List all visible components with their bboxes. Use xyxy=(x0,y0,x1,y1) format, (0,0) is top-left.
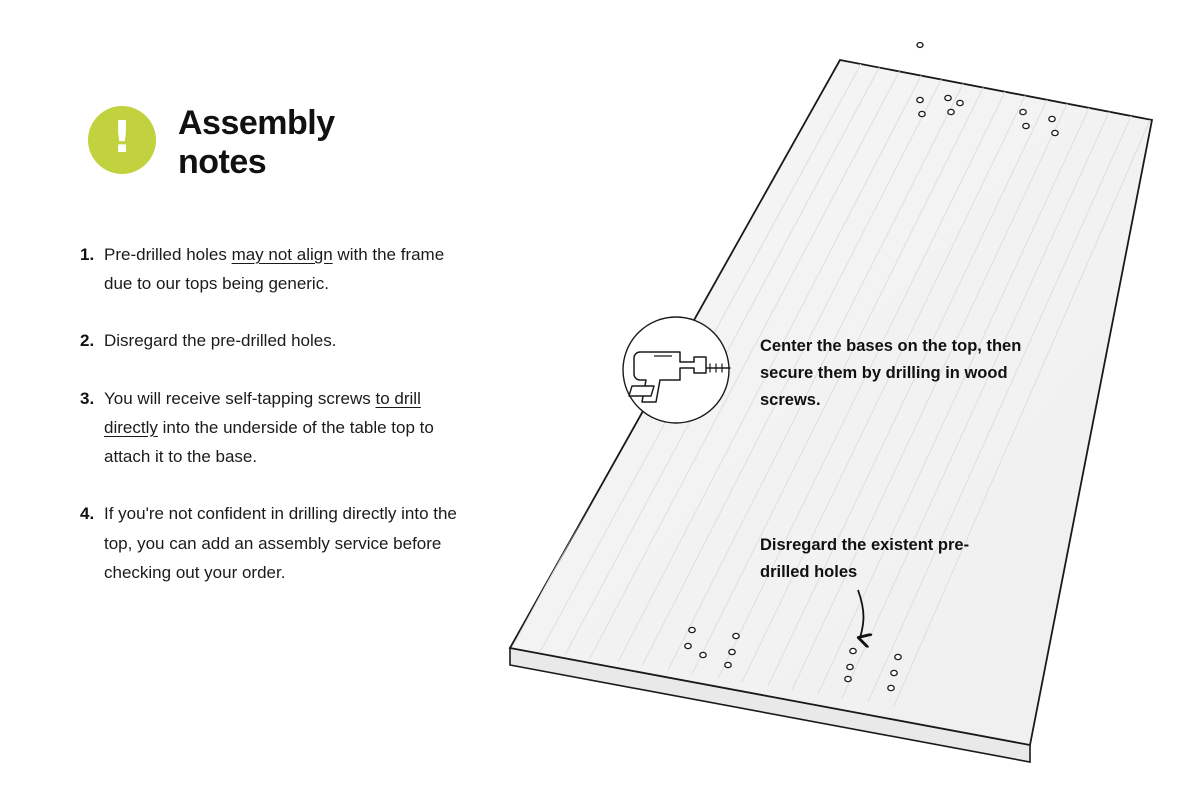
callout-center-bases: Center the bases on the top, then secure them by drilling in wood screws. xyxy=(760,337,1022,410)
note-segment: into the underside of the table top to attach it to the base. xyxy=(104,417,434,467)
exclamation-glyph: ! xyxy=(111,112,133,163)
list-item-text xyxy=(104,240,469,298)
list-item-number: 3. xyxy=(80,388,95,408)
notes-header xyxy=(88,104,408,182)
notes-list xyxy=(80,240,480,615)
drill-icon xyxy=(623,317,730,423)
list-item xyxy=(80,240,480,298)
list-item-text xyxy=(104,384,469,472)
callout-disregard-holes: Disregard the existent pre-drilled holes xyxy=(760,536,970,582)
list-item-number: 2. xyxy=(80,331,95,351)
exclamation-icon xyxy=(88,106,156,174)
list-item xyxy=(80,326,480,355)
note-segment-underlined: to drill directly xyxy=(104,388,421,437)
note-segment: Disregard the pre-drilled holes. xyxy=(104,331,337,351)
note-segment-underlined: may not align xyxy=(231,245,333,264)
note-segment: Pre-drilled holes xyxy=(104,245,232,264)
list-item xyxy=(80,499,480,587)
assembly-notes-panel xyxy=(0,0,510,800)
list-item-text xyxy=(104,499,469,587)
list-item xyxy=(80,384,480,472)
tabletop-illustration xyxy=(470,0,1200,800)
list-item-number: 1. xyxy=(80,245,95,264)
note-segment: You will receive self-tapping screws xyxy=(104,388,376,408)
list-item-number: 4. xyxy=(80,504,95,524)
note-segment: If you're not confident in drilling directly into the top, you can add an assembly service before checking out your order. xyxy=(104,504,457,582)
page-title: Assembly notes xyxy=(178,104,335,182)
list-item-text xyxy=(104,326,336,355)
note-segment: with the frame due to our tops being generic. xyxy=(104,245,445,294)
